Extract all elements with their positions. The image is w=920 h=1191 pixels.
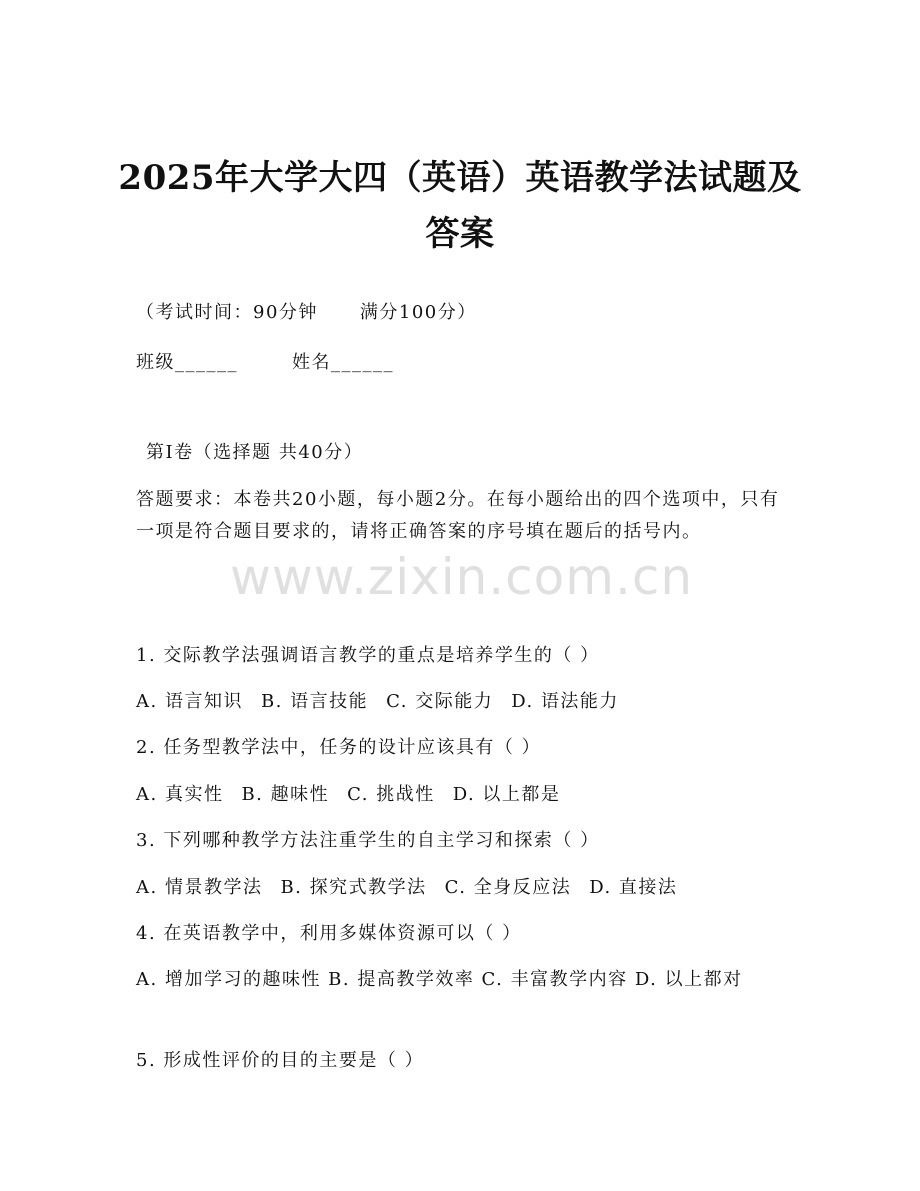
class-field: 班级______ — [136, 352, 238, 373]
question-2-stem: 2. 任务型教学法中，任务的设计应该具有（ ） — [136, 737, 542, 758]
question-2-option-a: A. 真实性 — [136, 784, 224, 805]
question-2-option-c: C. 挑战性 — [347, 784, 435, 805]
student-fields — [136, 350, 394, 376]
name-field: 姓名______ — [292, 352, 394, 373]
exam-info — [136, 300, 477, 326]
question-3-option-d: D. 直接法 — [589, 877, 678, 898]
question-4-stem: 4. 在英语教学中，利用多媒体资源可以（ ） — [136, 923, 522, 944]
question-3-option-b: B. 探究式教学法 — [280, 877, 427, 898]
question-3-options — [136, 875, 677, 901]
question-2-option-d: D. 以上都是 — [452, 784, 561, 805]
question-1-option-b: B. 语言技能 — [260, 691, 369, 712]
question-1-option-a: A. 语言知识 — [136, 691, 243, 712]
document-title — [100, 150, 820, 262]
exam-full-score: 满分100分） — [359, 302, 477, 323]
title-line-2: 答案 — [425, 214, 495, 254]
watermark: www.zixin.com.cn — [230, 548, 694, 606]
instructions: 答题要求：本卷共20小题，每小题2分。在每小题给出的四个选项中，只有一项是符合题目要求的，请将正确答案的序号填在题后的括号内。 — [136, 489, 780, 542]
question-5-stem: 5. 形成性评价的目的主要是（ ） — [136, 1050, 425, 1071]
question-1-option-d: D. 语法能力 — [511, 691, 619, 712]
question-1-stem: 1. 交际教学法强调语言教学的重点是培养学生的（ ） — [136, 645, 600, 666]
question-2-option-b: B. 趣味性 — [241, 784, 330, 805]
question-4-options: A. 增加学习的趣味性 B. 提高教学效率 C. 丰富教学内容 D. 以上都对 — [136, 969, 743, 990]
question-3-stem: 3. 下列哪种教学方法注重学生的自主学习和探索（ ） — [136, 830, 600, 851]
title-line-1: 2025年大学大四（英语）英语教学法试题及 — [118, 158, 802, 198]
section-heading: 第I卷（选择题 共40分） — [146, 442, 364, 463]
question-1-options — [136, 689, 619, 715]
exam-time: （考试时间：90分钟 — [136, 302, 318, 323]
question-3-option-c: C. 全身反应法 — [444, 877, 572, 898]
question-3-option-a: A. 情景教学法 — [136, 877, 263, 898]
question-2-options — [136, 782, 560, 808]
question-1-option-c: C. 交际能力 — [386, 691, 494, 712]
